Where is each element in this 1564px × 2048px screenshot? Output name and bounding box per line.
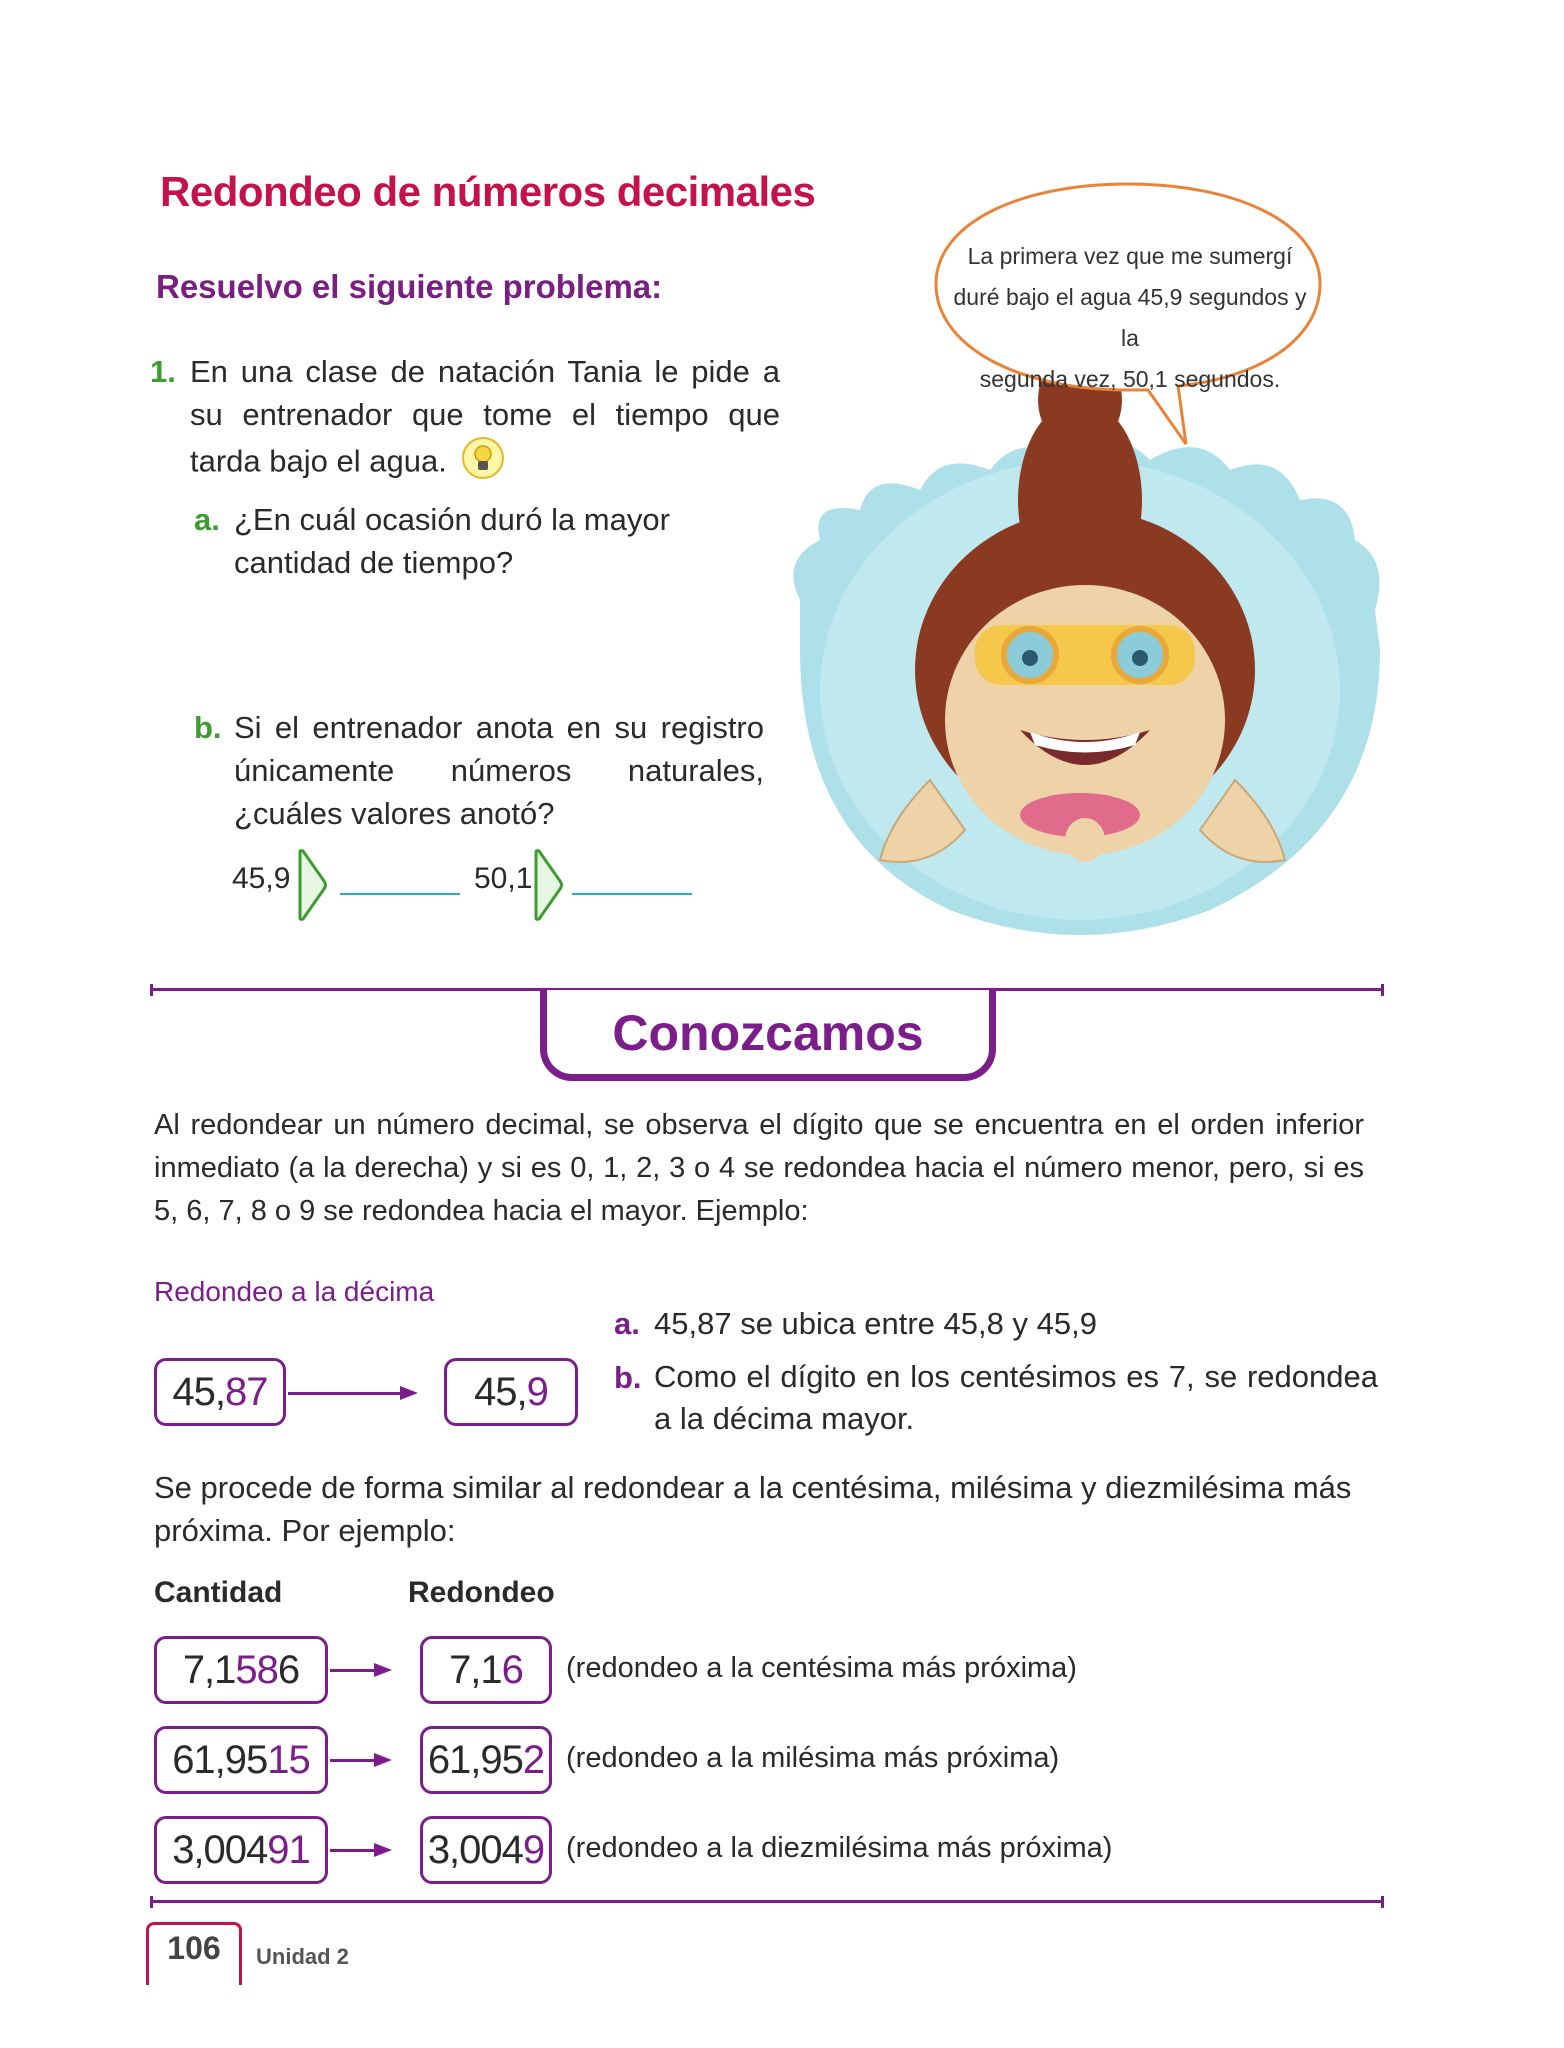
question-b-letter: b. <box>194 710 222 745</box>
row-3-rounding-box <box>420 1816 552 1884</box>
row-3-to-highlight: 9 <box>522 1827 545 1872</box>
row-2-from-highlight: 15 <box>267 1737 310 1782</box>
explanation-paragraph: Al redondear un número decimal, se observa el dígito que se encuentra en el orden inferior inmediato (a la derecha) y si es 0, 1, 2, 3 o 4 se redondea hacia el número menor, pero, si es 5, 6, 7, 8 o 9 se redondea hacia el mayor. Ejemplo: <box>154 1109 1364 1227</box>
row-3-to-main: 3,004 <box>427 1827 523 1872</box>
question-b-text: Si el entrenador anota en su registro únicamente números naturales, ¿cuáles valores anotó? <box>234 710 764 831</box>
row-2-to-main: 61,95 <box>427 1737 523 1782</box>
answer-blank-1[interactable] <box>340 893 460 895</box>
page-title: Redondeo de números decimales <box>160 168 816 215</box>
answer-arrow-icon-1 <box>296 848 330 922</box>
row-3-arrow-line <box>330 1849 374 1852</box>
answer-value-1: 45,9 <box>232 862 291 895</box>
column-rounding-header: Redondeo <box>408 1576 555 1609</box>
speech-bubble-text <box>950 236 1310 400</box>
column-quantity-header: Cantidad <box>154 1576 283 1609</box>
row-1-to-main: 7,1 <box>449 1647 502 1692</box>
example-step-a-letter: a. <box>614 1306 640 1341</box>
row-2-to-highlight: 2 <box>522 1737 545 1782</box>
row-3-from-highlight: 91 <box>267 1827 310 1872</box>
problem-number: 1. <box>150 354 176 389</box>
bubble-line-2: duré bajo el agua 45,9 segundos y la <box>953 284 1307 351</box>
example-from-box <box>154 1358 286 1426</box>
row-2-rounding-box <box>420 1726 552 1794</box>
example-step-a-text: 45,87 se ubica entre 45,8 y 45,9 <box>654 1306 1097 1341</box>
answer-arrow-icon-2 <box>532 848 566 922</box>
row-3-note: (redondeo a la diezmilésima más próxima) <box>566 1832 1113 1864</box>
example-from-main: 45, <box>172 1369 226 1414</box>
row-2-arrow-line <box>330 1759 374 1762</box>
problem-statement <box>190 350 780 491</box>
row-1-to-highlight: 6 <box>501 1647 523 1692</box>
example-arrow-icon <box>400 1386 418 1400</box>
problem-text: En una clase de natación Tania le pide a su entrenador que tome el tiempo que tarda bajo el agua. <box>190 354 780 479</box>
row-1-from-main: 7,1 <box>182 1647 236 1692</box>
answer-value-2: 50,1 <box>474 862 533 895</box>
row-2-from-main: 61,95 <box>172 1737 268 1782</box>
answer-blank-2[interactable] <box>572 893 692 895</box>
row-1-note: (redondeo a la centésima más próxima) <box>566 1652 1077 1684</box>
lightbulb-icon[interactable] <box>461 436 505 491</box>
rule-cap-bottom-right <box>1381 1896 1384 1908</box>
rule-cap-bottom-left <box>150 1896 153 1908</box>
section-title: Conozcamos <box>612 1005 924 1061</box>
row-1-from-tail: 6 <box>277 1647 300 1692</box>
row-3-from-main: 3,004 <box>172 1827 268 1872</box>
example-label: Redondeo a la décima <box>154 1276 435 1307</box>
row-2-quantity-box <box>154 1726 328 1794</box>
row-2-note: (redondeo a la milésima más próxima) <box>566 1742 1060 1774</box>
rule-cap-right <box>1381 984 1384 996</box>
example-to-box <box>444 1358 578 1426</box>
bubble-line-3: segunda vez, 50,1 segundos. <box>979 366 1281 392</box>
unit-label: Unidad 2 <box>256 1944 349 1969</box>
example-step-b-letter: b. <box>614 1360 642 1395</box>
row-2-arrow-icon <box>374 1753 392 1767</box>
example-from-highlight: 87 <box>225 1369 268 1414</box>
rule-cap-left <box>150 984 153 996</box>
example-arrow-line <box>288 1392 400 1395</box>
row-3-quantity-box <box>154 1816 328 1884</box>
row-1-from-highlight: 58 <box>235 1647 278 1692</box>
bubble-line-1: La primera vez que me sumergí <box>967 243 1293 269</box>
problem-heading: Resuelvo el siguiente problema: <box>156 268 663 305</box>
question-a-text: ¿En cuál ocasión duró la mayor cantidad de tiempo? <box>234 502 670 580</box>
example-to-highlight: 9 <box>526 1369 548 1414</box>
row-1-arrow-line <box>330 1669 374 1672</box>
example-step-b-text: Como el dígito en los centésimos es 7, se redondea a la décima mayor. <box>654 1359 1378 1436</box>
question-a-letter: a. <box>194 502 220 537</box>
row-1-quantity-box <box>154 1636 328 1704</box>
similar-paragraph: Se procede de forma similar al redondear a la centésima, milésima y diezmilésima más próxima. Por ejemplo: <box>154 1470 1352 1548</box>
row-1-rounding-box <box>420 1636 552 1704</box>
section-rule-bottom <box>150 1900 1384 1903</box>
example-to-main: 45, <box>474 1369 527 1414</box>
row-3-arrow-icon <box>374 1843 392 1857</box>
page-number: 106 <box>167 1930 221 1966</box>
row-1-arrow-icon <box>374 1663 392 1677</box>
